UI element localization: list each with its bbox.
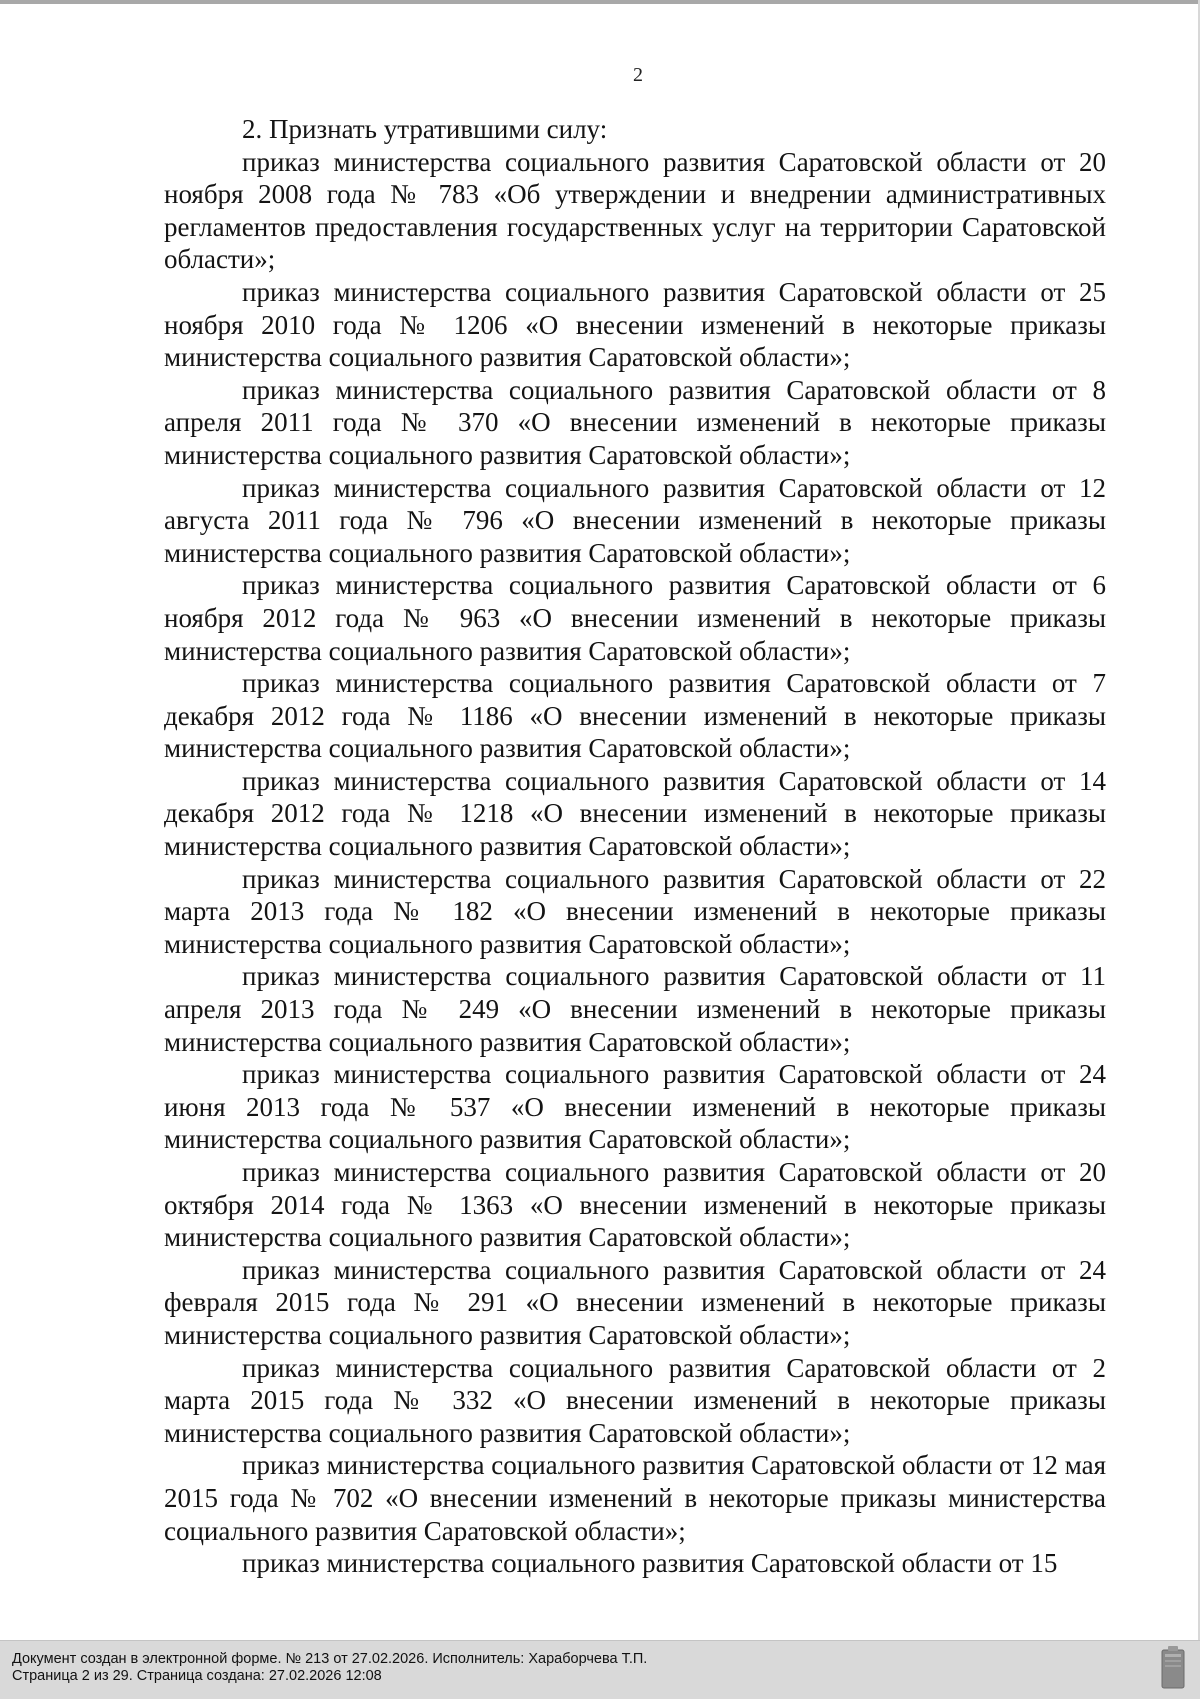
order-paragraph: приказ министерства социального развития Саратовской области от 8 апреля 2011 года № 370 «О внесении изменений в некоторые приказы министерства социального развития Саратовской области»; <box>164 374 1106 470</box>
document-body <box>164 113 1106 1580</box>
footer-page-info: Страница 2 из 29. Страница создана: 27.02.2026 12:08 <box>12 1668 382 1684</box>
order-paragraph: приказ министерства социального развития Саратовской области от 24 февраля 2015 года № 291 «О внесении изменений в некоторые приказы министерства социального развития Саратовской области»; <box>164 1254 1106 1350</box>
page-top-border <box>0 0 1200 4</box>
order-paragraph: приказ министерства социального развития Саратовской области от 6 ноября 2012 года № 963 «О внесении изменений в некоторые приказы министерства социального развития Саратовской области»; <box>164 570 1106 666</box>
order-paragraph: приказ министерства социального развития Саратовской области от 24 июня 2013 года № 537 «О внесении изменений в некоторые приказы министерства социального развития Саратовской области»; <box>164 1059 1106 1155</box>
footer-document-info: Документ создан в электронной форме. № 213 от 27.02.2026. Исполнитель: Хараборчева Т.П. <box>12 1651 648 1667</box>
order-paragraph: приказ министерства социального развития Саратовской области от 22 марта 2013 года № 182 «О внесении изменений в некоторые приказы министерства социального развития Саратовской области»; <box>164 863 1106 959</box>
order-paragraph: приказ министерства социального развития Саратовской области от 14 декабря 2012 года № 1218 «О внесении изменений в некоторые приказы министерства социального развития Саратовской области»; <box>164 765 1106 862</box>
footer-text <box>12 1651 647 1685</box>
order-paragraph: приказ министерства социального развития Саратовской области от 25 ноября 2010 года № 1206 «О внесении изменений в некоторые приказы министерства социального развития Саратовской области»; <box>164 276 1106 373</box>
order-paragraph: приказ министерства социального развития Саратовской области от 20 ноября 2008 года № 783 «Об утверждении и внедрении административных регламентов предоставления государственных услуг на территории Саратовской области»; <box>164 146 1106 275</box>
section-heading: 2. Признать утратившими силу: <box>242 114 608 144</box>
page-number: 2 <box>633 64 643 86</box>
order-paragraph: приказ министерства социального развития Саратовской области от 12 августа 2011 года № 796 «О внесении изменений в некоторые приказы министерства социального развития Саратовской области»; <box>164 472 1106 568</box>
document-seal-icon <box>1160 1646 1186 1690</box>
order-paragraph: приказ министерства социального развития Саратовской области от 7 декабря 2012 года № 1186 «О внесении изменений в некоторые приказы министерства социального развития Саратовской области»; <box>164 668 1106 764</box>
order-paragraph: приказ министерства социального развития Саратовской области от 11 апреля 2013 года № 249 «О внесении изменений в некоторые приказы министерства социального развития Саратовской области»; <box>164 961 1106 1057</box>
order-paragraph: приказ министерства социального развития Саратовской области от 20 октября 2014 года № 1363 «О внесении изменений в некоторые приказы министерства социального развития Саратовской области»; <box>164 1157 1106 1253</box>
order-paragraph-continued: приказ министерства социального развития Саратовской области от 15 <box>242 1548 1058 1579</box>
order-paragraph: приказ министерства социального развития Саратовской области от 2 марта 2015 года № 332 «О внесении изменений в некоторые приказы министерства социального развития Саратовской области»; <box>164 1352 1106 1448</box>
order-paragraph: приказ министерства социального развития Саратовской области от 12 мая 2015 года № 702 «О внесении изменений в некоторые приказы министерства социального развития Саратовской области»; <box>164 1450 1106 1546</box>
document-footer <box>0 1640 1200 1699</box>
